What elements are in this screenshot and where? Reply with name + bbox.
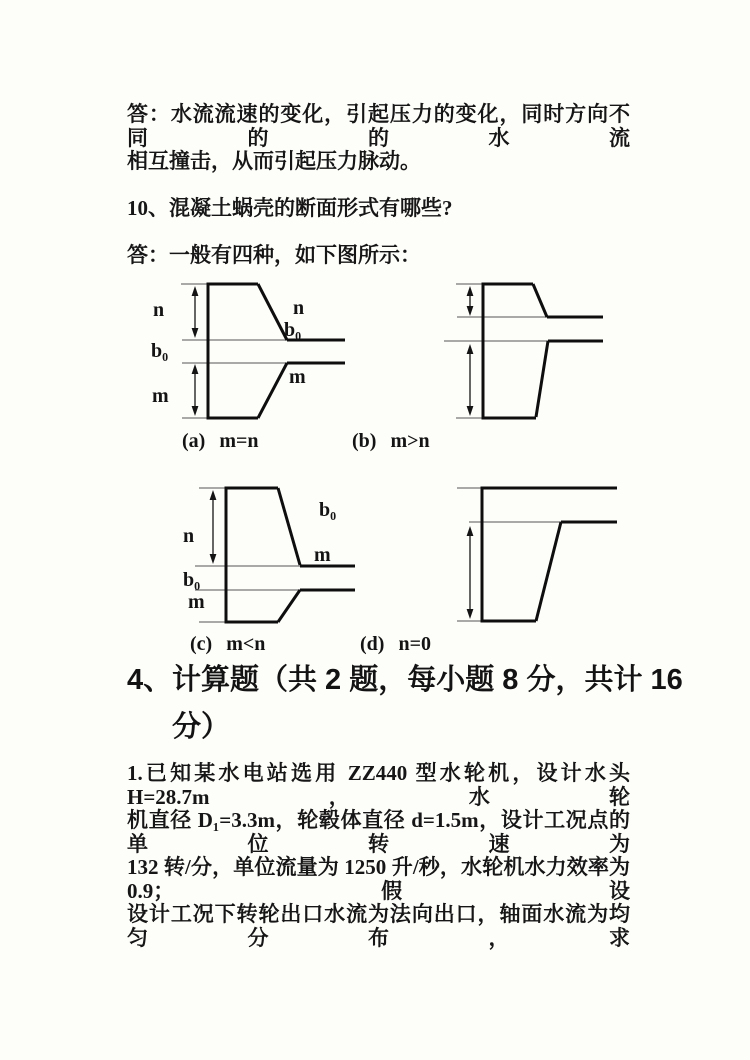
caption-c-tag: (c)	[190, 633, 213, 655]
dimension-arrowheads-m-b	[467, 344, 474, 416]
label-n-right-a: n	[293, 297, 305, 319]
caption-diagram-a	[182, 430, 259, 453]
diagram-a-shape	[181, 283, 345, 420]
label-b0-left-a: b₀	[151, 340, 169, 362]
caption-diagram-d	[360, 633, 431, 656]
label-m-left-a: m	[152, 385, 169, 407]
caption-d-relation: n=0	[398, 633, 431, 655]
label-n-left-a: n	[153, 299, 165, 321]
label-b0-right-a: b₀	[284, 319, 302, 341]
section4-number: 4、	[127, 664, 173, 696]
answer9-line1: 答：水流流速的变化，引起压力的变化，同时方向不同的的水流	[127, 102, 630, 150]
problem1-line4: 设计工况下转轮出口水流为法向出口，轴面水流为均匀分布，求	[127, 902, 630, 950]
label-b0-left-c: b₀	[183, 569, 201, 591]
problem1-line2: 机直径 D₁=3.3m，轮毂体直径 d=1.5m，设计工况点的单位转速为	[127, 808, 630, 856]
section4-title-line2: 分）	[172, 711, 231, 743]
label-m-right-a: m	[289, 366, 306, 388]
problem1-line3: 132 转/分，单位流量为 1250 升/秒，水轮机水力效率为 0.9；假设	[127, 855, 630, 903]
dimension-arrowheads-n-b	[467, 286, 474, 316]
problem1-line1: 1.已知某水电站选用 ZZ440 型水轮机，设计水头 H=28.7m，水轮	[127, 761, 630, 809]
dimension-arrowheads-n-a	[192, 286, 199, 338]
label-n-left-c: n	[183, 525, 195, 547]
label-b0-right-c: b₀	[319, 499, 337, 521]
section4-title-line1: 计算题（共 2 题，每小题 8 分，共计 16	[172, 664, 683, 696]
dimension-arrowheads-n-c	[210, 490, 217, 564]
caption-diagram-c	[190, 633, 265, 656]
label-m-left-c: m	[188, 591, 205, 613]
diagram-d-shape	[457, 487, 617, 623]
caption-c-relation: m<n	[226, 633, 266, 655]
dimension-arrowheads-m-a	[192, 364, 199, 416]
label-m-right-c: m	[314, 544, 331, 566]
caption-d-tag: (d)	[360, 633, 385, 655]
caption-a-tag: (a)	[182, 430, 206, 452]
caption-a-relation: m=n	[219, 430, 259, 452]
question10: 10、混凝土蜗壳的断面形式有哪些?	[127, 196, 453, 220]
caption-diagram-b	[352, 430, 430, 453]
answer9-line2: 相互撞击，从而引起压力脉动。	[127, 149, 421, 173]
diagram-b-shape	[444, 283, 603, 420]
dimension-arrowheads-m-d	[467, 526, 474, 619]
caption-b-relation: m>n	[390, 430, 430, 452]
caption-b-tag: (b)	[352, 430, 377, 452]
answer10-intro: 答：一般有四种，如下图所示：	[127, 243, 421, 267]
